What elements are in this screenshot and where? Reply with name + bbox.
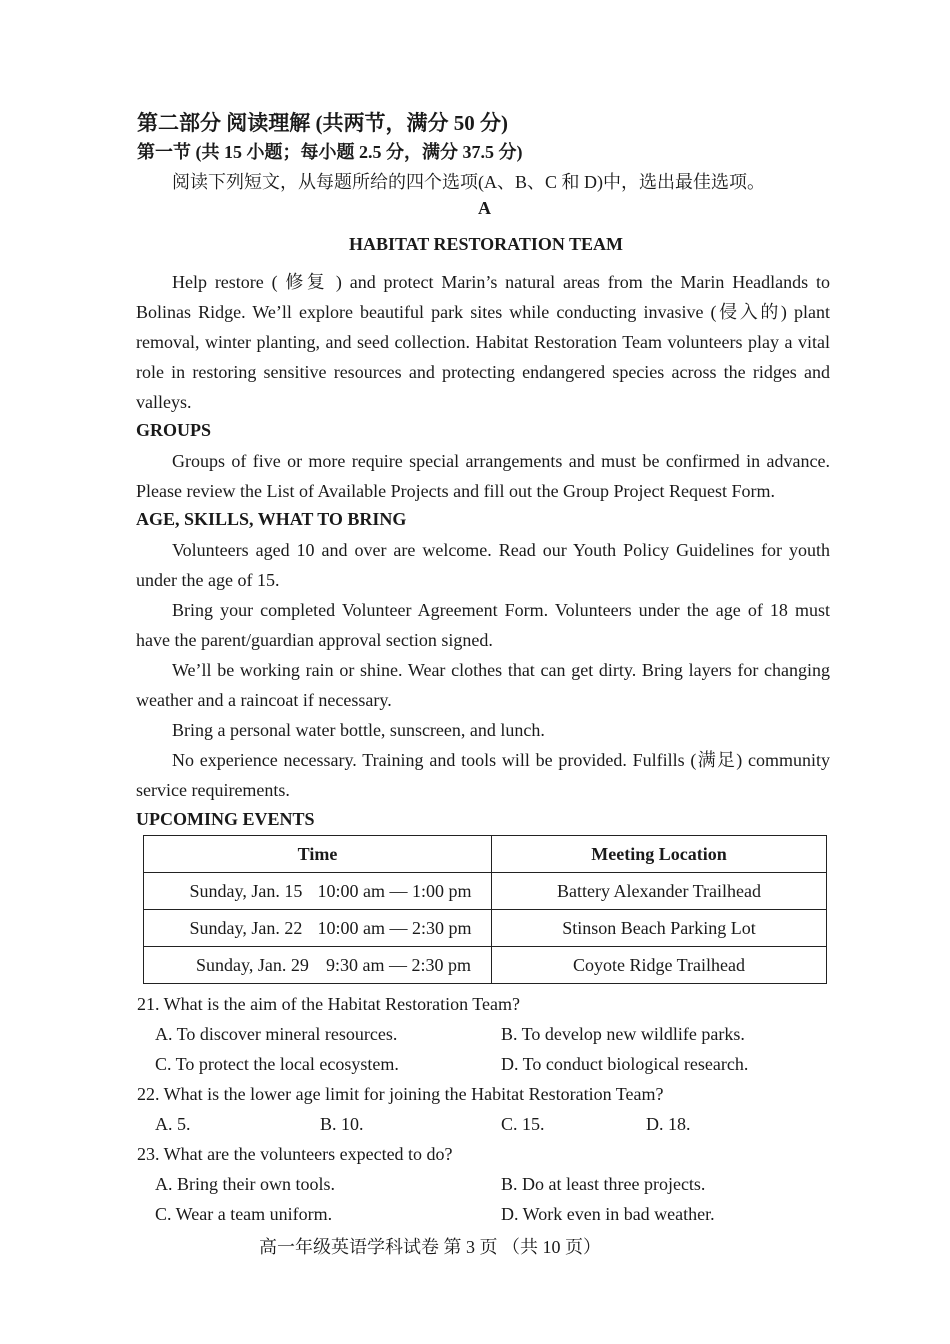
age-heading: AGE, SKILLS, WHAT TO BRING bbox=[136, 509, 407, 529]
table-header-location: Meeting Location bbox=[492, 836, 827, 873]
question-21-option-a: A. To discover mineral resources. bbox=[155, 1024, 398, 1044]
event-time: 10:00 am — 2:30 pm bbox=[317, 917, 472, 938]
events-heading: UPCOMING EVENTS bbox=[136, 809, 315, 829]
event-date: Sunday, Jan. 29 bbox=[196, 954, 309, 975]
section-title: 第二部分 阅读理解 (共两节，满分 50 分) bbox=[137, 111, 508, 135]
table-header-row bbox=[144, 836, 827, 873]
passage-letter: A bbox=[478, 198, 491, 218]
passage-title: HABITAT RESTORATION TEAM bbox=[348, 234, 624, 254]
question-23-option-c: C. Wear a team uniform. bbox=[155, 1204, 333, 1224]
instruction-text: 阅读下列短文，从每题所给的四个选项(A、B、C 和 D)中，选出最佳选项。 bbox=[172, 172, 765, 192]
question-22-option-d: D. 18. bbox=[646, 1114, 691, 1134]
question-22-option-a: A. 5. bbox=[155, 1114, 191, 1134]
table-header-time: Time bbox=[144, 836, 492, 873]
time-cell bbox=[144, 947, 492, 984]
time-cell bbox=[144, 873, 492, 910]
event-location: Battery Alexander Trailhead bbox=[492, 873, 827, 910]
age-paragraph-5: No experience necessary. Training and tools will be provided. Fulfills (满足) community service requirements. bbox=[136, 750, 830, 800]
age-paragraph-2: Bring your completed Volunteer Agreement Form. Volunteers under the age of 18 must have the parent/guardian approval section signed. bbox=[136, 600, 830, 650]
event-time: 9:30 am — 2:30 pm bbox=[326, 954, 471, 975]
event-time: 10:00 am — 1:00 pm bbox=[317, 880, 472, 901]
question-22-option-b: B. 10. bbox=[320, 1114, 364, 1134]
sub-section-title: 第一节 (共 15 小题；每小题 2.5 分，满分 37.5 分) bbox=[137, 142, 523, 162]
question-21-option-b: B. To develop new wildlife parks. bbox=[501, 1024, 745, 1044]
question-21-option-c: C. To protect the local ecosystem. bbox=[155, 1054, 399, 1074]
table-row bbox=[144, 947, 827, 984]
age-paragraph-1: Volunteers aged 10 and over are welcome. Read our Youth Policy Guidelines for youth under the age of 15. bbox=[136, 540, 830, 590]
question-21-option-d: D. To conduct biological research. bbox=[501, 1054, 749, 1074]
events-table bbox=[143, 835, 827, 984]
passage-intro: Help restore ( 修复 ) and protect Marin’s natural areas from the Marin Headlands to Bolinas Ridge. We’ll explore beautiful park sites while conducting invasive (侵入的) plant removal, winter planting, and seed collection. Habitat Restoration Team volunteers play a vital role in restoring sensitive resources and protecting endangered species across the ridges and valleys. bbox=[136, 272, 830, 412]
event-date: Sunday, Jan. 22 bbox=[189, 917, 303, 938]
table-row bbox=[144, 910, 827, 947]
table-row bbox=[144, 873, 827, 910]
question-23-option-d: D. Work even in bad weather. bbox=[501, 1204, 715, 1224]
groups-heading: GROUPS bbox=[136, 420, 212, 440]
time-cell bbox=[144, 910, 492, 947]
question-22-option-c: C. 15. bbox=[501, 1114, 545, 1134]
question-23-stem: 23. What are the volunteers expected to do? bbox=[137, 1144, 453, 1164]
question-22-stem: 22. What is the lower age limit for joining the Habitat Restoration Team? bbox=[137, 1084, 664, 1104]
page-footer: 高一年级英语学科试卷 第 3 页 （共 10 页） bbox=[259, 1237, 601, 1257]
groups-text: Groups of five or more require special arrangements and must be confirmed in advance. Please review the List of Available Projects and fill out the Group Project Request Form. bbox=[136, 451, 830, 501]
question-21-stem: 21. What is the aim of the Habitat Restoration Team? bbox=[137, 994, 520, 1014]
question-23-option-b: B. Do at least three projects. bbox=[501, 1174, 706, 1194]
event-location: Stinson Beach Parking Lot bbox=[492, 910, 827, 947]
event-location: Coyote Ridge Trailhead bbox=[492, 947, 827, 984]
event-date: Sunday, Jan. 15 bbox=[189, 880, 303, 901]
age-paragraph-3: We’ll be working rain or shine. Wear clothes that can get dirty. Bring layers for changing weather and a raincoat if necessary. bbox=[136, 660, 830, 710]
question-23-option-a: A. Bring their own tools. bbox=[155, 1174, 335, 1194]
age-paragraph-4: Bring a personal water bottle, sunscreen, and lunch. bbox=[172, 720, 545, 740]
